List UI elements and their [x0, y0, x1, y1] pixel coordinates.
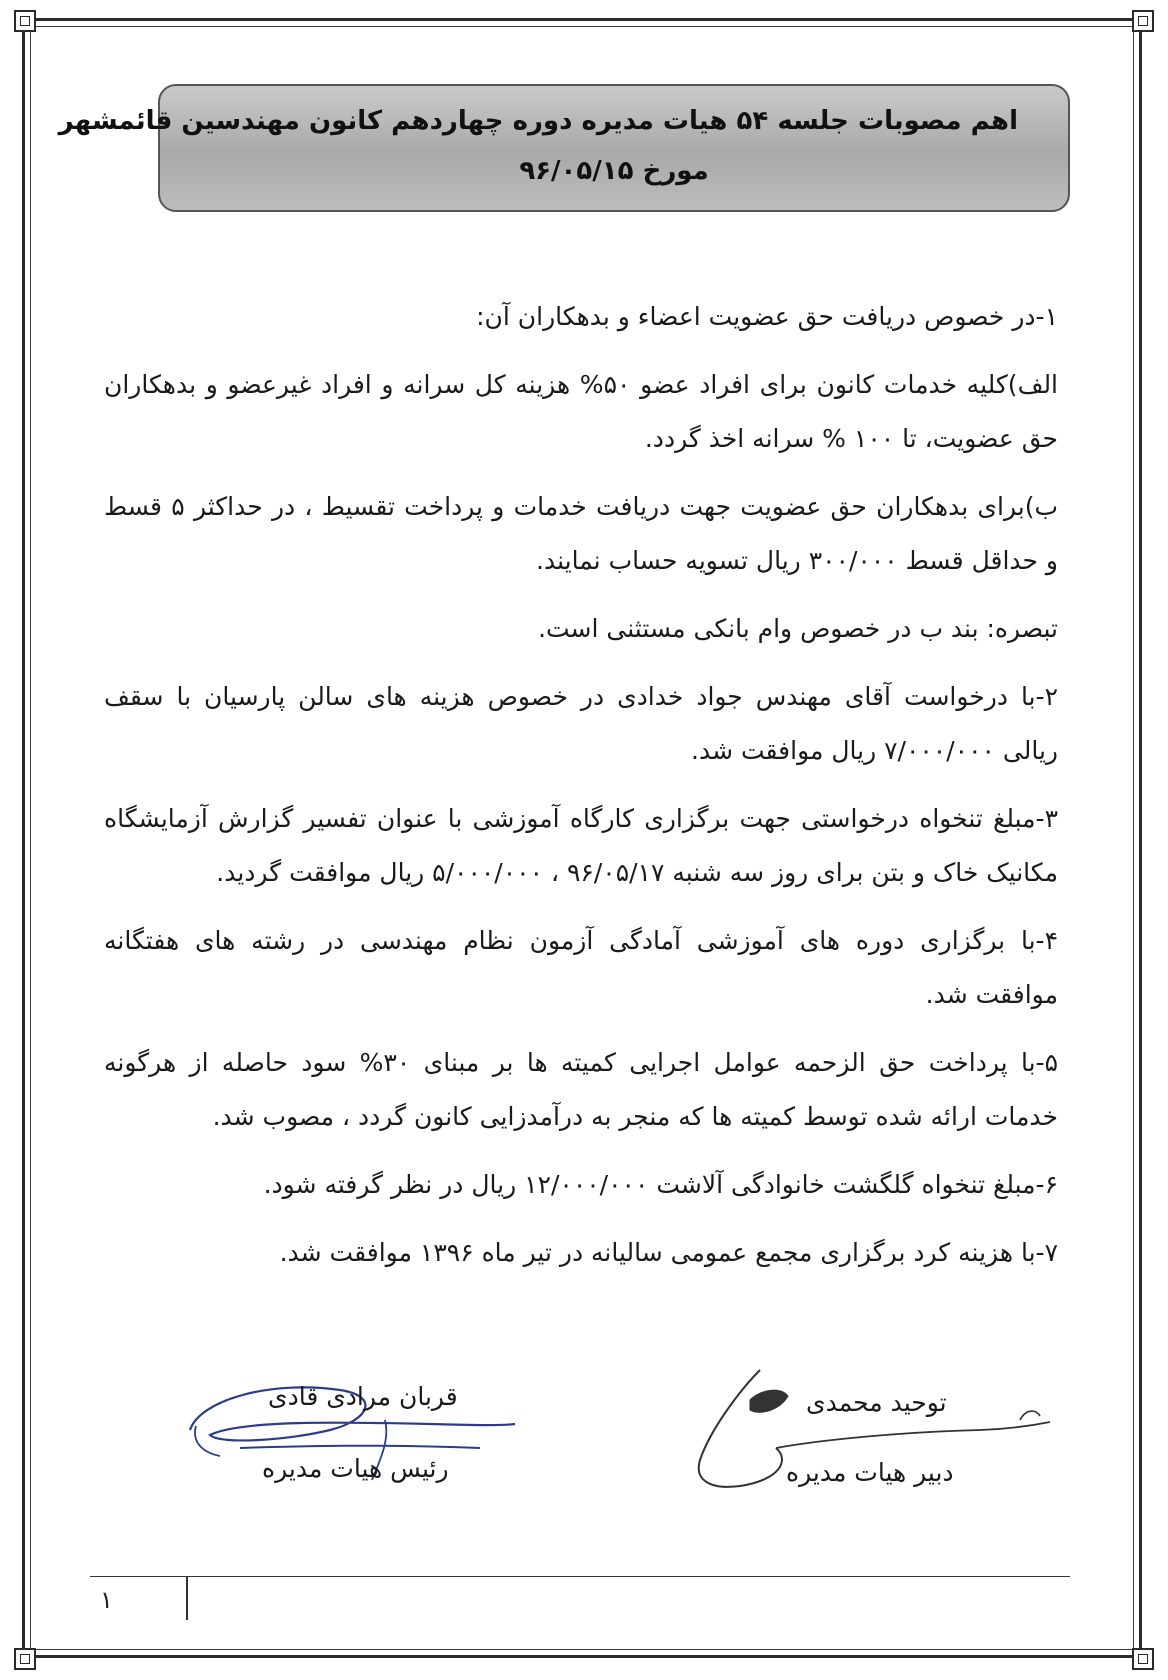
paragraph-line: ۵-با پرداخت حق الزحمه عوامل اجرایی کمیته ها بر مبنای ۳۰% سود حاصله از هرگونه: [104, 1048, 1058, 1077]
document-title: اهم مصوبات جلسه ۵۴ هیات مدیره دوره چهاردهم کانون مهندسین قائمشهر: [58, 106, 1018, 136]
resolution-paragraph: [104, 670, 1058, 778]
page-number: ۱: [100, 1586, 113, 1614]
resolution-note: [104, 602, 1058, 656]
signatory-name: توحید محمدی: [806, 1388, 947, 1417]
signatory-role: دبیر هیات مدیره: [786, 1458, 954, 1487]
frame-corner-ornament: [14, 10, 36, 32]
signatory-role: رئیس هیات مدیره: [262, 1454, 449, 1483]
resolution-paragraph: [104, 290, 1058, 344]
document-date: مورخ ۹۶/۰۵/۱۵: [519, 156, 709, 186]
paragraph-line: ریالی ۷/۰۰۰/۰۰۰ ریال موافقت شد.: [691, 736, 1058, 765]
paragraph-line: تبصره: بند ب در خصوص وام بانکی مستثنی است.: [538, 614, 1058, 643]
resolution-paragraph: [104, 1036, 1058, 1144]
resolution-paragraph: [104, 792, 1058, 900]
footer-divider: [90, 1576, 1070, 1577]
paragraph-line: خدمات ارائه شده توسط کمیته ها که منجر به درآمدزایی کانون گردد ، مصوب شد.: [212, 1102, 1058, 1131]
header-banner: [58, 84, 1070, 212]
resolution-paragraph: [104, 358, 1058, 466]
frame-corner-ornament: [14, 1648, 36, 1670]
resolution-paragraph: [104, 480, 1058, 588]
paragraph-line: و حداقل قسط ۳۰۰/۰۰۰ ریال تسویه حساب نمایند.: [536, 546, 1058, 575]
paragraph-line: الف)کلیه خدمات کانون برای افراد عضو ۵۰% هزینه کل سرانه و افراد غیرعضو و بدهکاران: [104, 370, 1059, 399]
resolution-paragraph: [104, 914, 1058, 1022]
paragraph-line: ۲-با درخواست آقای مهندس جواد خدادی در خصوص هزینه های سالن پارسیان با سقف: [104, 682, 1058, 711]
paragraph-line: ۶-مبلغ تنخواه گلگشت خانوادگی آلاشت ۱۲/۰۰۰/۰۰۰ ریال در نظر گرفته شود.: [263, 1170, 1058, 1199]
resolutions-body: [104, 290, 1058, 1294]
frame-corner-ornament: [1132, 10, 1154, 32]
paragraph-line: ۱-در خصوص دریافت حق عضویت اعضاء و بدهکاران آن:: [476, 302, 1058, 331]
paragraph-line: حق عضویت، تا ۱۰۰ % سرانه اخذ گردد.: [644, 424, 1058, 453]
paragraph-line: موافقت شد.: [925, 980, 1058, 1009]
resolution-paragraph: [104, 1158, 1058, 1212]
footer-divider-tick: [186, 1576, 188, 1620]
signatory-name: قربان مرادی قادی: [268, 1382, 458, 1411]
resolution-paragraph: [104, 1226, 1058, 1280]
handwritten-signature-right: [680, 1360, 1080, 1510]
paragraph-line: ب)برای بدهکاران حق عضویت جهت دریافت خدمات و پرداخت تقسیط ، در حداکثر ۵ قسط: [104, 492, 1058, 521]
paragraph-line: ۴-با برگزاری دوره های آموزشی آمادگی آزمون نظام مهندسی در رشته های هفتگانه: [104, 926, 1058, 955]
frame-corner-ornament: [1132, 1648, 1154, 1670]
paragraph-line: مکانیک خاک و بتن برای روز سه شنبه ۹۶/۰۵/۱۷ ، ۵/۰۰۰/۰۰۰ ریال موافقت گردید.: [216, 858, 1058, 887]
paragraph-line: ۷-با هزینه کرد برگزاری مجمع عمومی سالیانه در تیر ماه ۱۳۹۶ موافقت شد.: [279, 1238, 1058, 1267]
paragraph-line: ۳-مبلغ تنخواه درخواستی جهت برگزاری کارگاه آموزشی با عنوان تفسیر گزارش آزمایشگاه: [104, 804, 1058, 833]
